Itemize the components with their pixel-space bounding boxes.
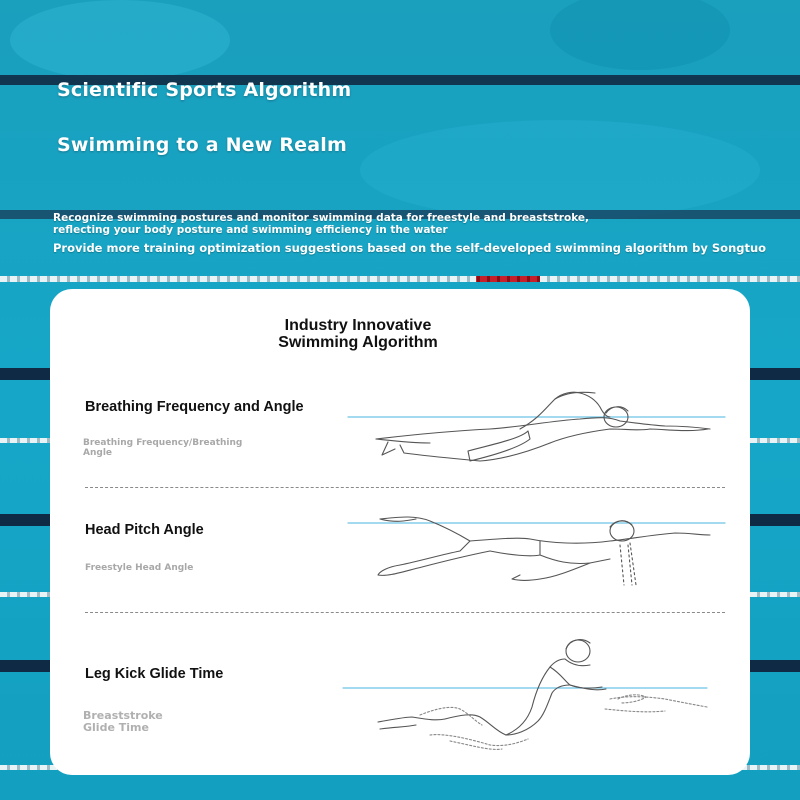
feature-title-head-pitch: Head Pitch Angle (85, 522, 204, 538)
freestyle-breathing-swimmer-illustration (348, 392, 725, 461)
feature-title-glide: Leg Kick Glide Time (85, 666, 224, 682)
hero-subtitle: Swimming to a New Realm (57, 134, 347, 156)
card-title-line-1: Industry Innovative (284, 317, 432, 334)
hero-title: Scientific Sports Algorithm (57, 79, 352, 101)
algorithm-card (50, 289, 750, 775)
swimmer-illustrations (50, 289, 750, 775)
feature-subtitle-glide: Breaststroke Glide Time (83, 709, 163, 734)
hero-description-secondary: Provide more training optimization suggestions based on the self-developed swimming algorithm by Songtuo (53, 241, 767, 255)
breaststroke-glide-swimmer-illustration (343, 640, 707, 750)
feature-subtitle-breathing: Breathing Frequency/Breathing Angle (83, 438, 243, 458)
lane-rope (0, 276, 800, 282)
lane-rope-marker (476, 276, 540, 282)
card-title-line-2: Swimming Algorithm (278, 334, 438, 351)
hero-description: Recognize swimming postures and monitor swimming data for freestyle and breaststroke, reflecting your body posture and swimming efficiency in the water (53, 212, 590, 236)
feature-title-breathing: Breathing Frequency and Angle (85, 399, 304, 415)
freestyle-head-angle-swimmer-illustration (348, 517, 725, 585)
feature-subtitle-head-pitch: Freestyle Head Angle (85, 563, 194, 573)
